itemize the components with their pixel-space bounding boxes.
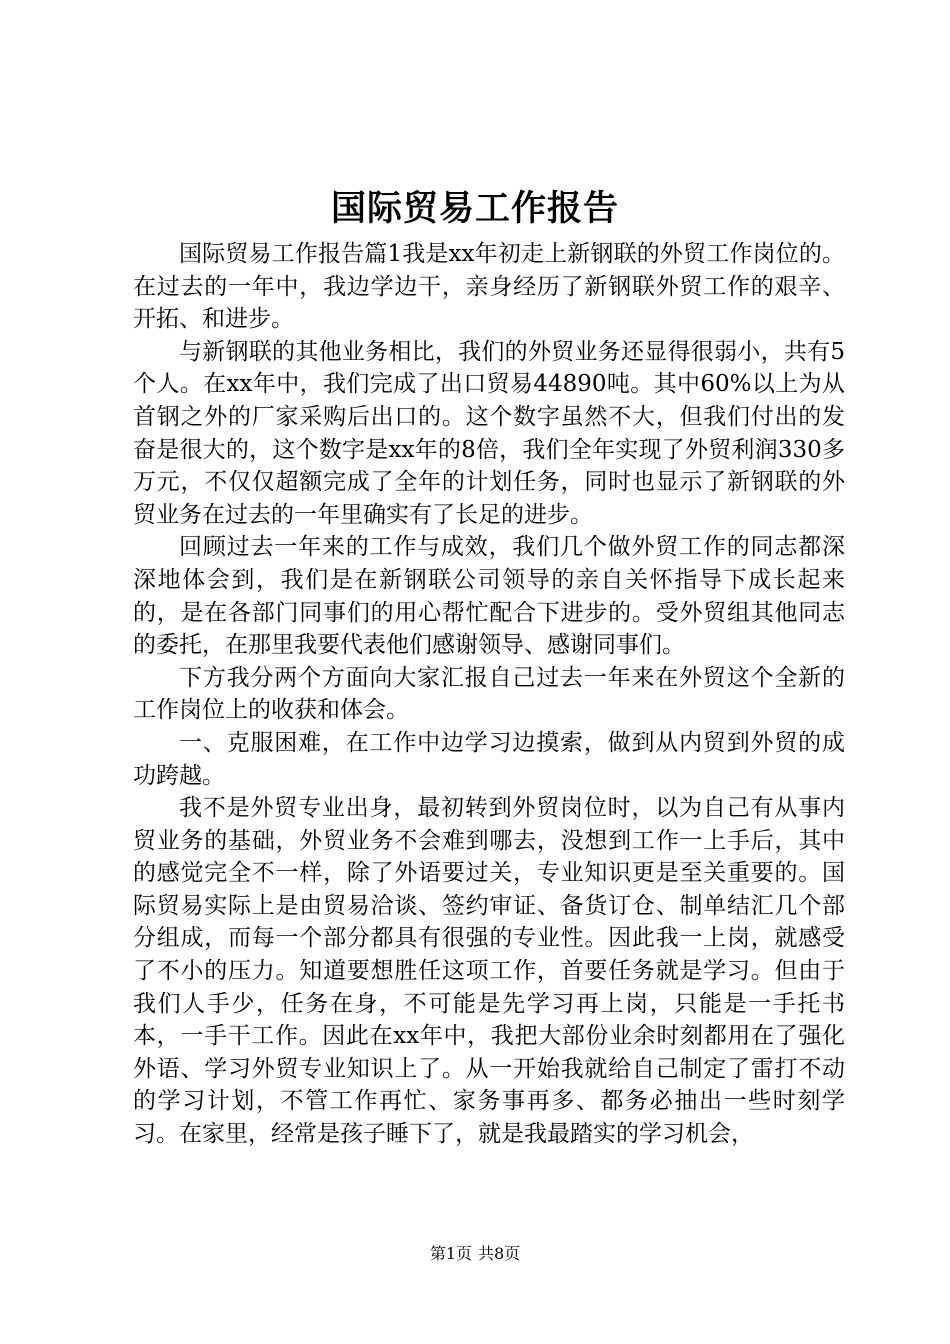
paragraph: 我不是外贸专业出身，最初转到外贸岗位时，以为自己有从事内贸业务的基础，外贸业务不会难到哪去，没想到工作一上手后，其中的感觉完全不一样，除了外语要过关，专业知识更是至关重要的。国际贸易实际上是由贸易洽谈、签约审证、备货订仓、制单结汇几个部分组成，而每一个部分都具有很强的专业性。因此我一上岗，就感受了不小的压力。知道要想胜任这项工作，首要任务就是学习。但由于我们人手少，任务在身，不可能是先学习再上岗，只能是一手托书本，一手干工作。因此在xx年中，我把大部份业余时刻都用在了强化外语、学习外贸专业知识上了。从一开始我就给自己制定了雷打不动的学习计划，不管工作再忙、家务事再多、都务必抽出一些时刻学习。在家里，经常是孩子睡下了，就是我最踏实的学习机会， (133, 795, 845, 1148)
paragraph: 一、克服困难，在工作中边学习边摸索，做到从内贸到外贸的成功跨越。 (133, 729, 845, 789)
paragraph: 下方我分两个方面向大家汇报自己过去一年来在外贸这个全新的工作岗位上的收获和体会。 (133, 664, 845, 724)
paragraph: 回顾过去一年来的工作与成效，我们几个做外贸工作的同志都深深地体会到，我们是在新钢联公司领导的亲自关怀指导下成长起来的，是在各部门同事们的用心帮忙配合下进步的。受外贸组其他同志的委托，在那里我要代表他们感谢领导、感谢同事们。 (133, 534, 845, 659)
page-number: 第1页 (429, 1244, 472, 1263)
document-body (133, 238, 845, 1151)
page-footer (0, 1243, 950, 1265)
document-title: 国际贸易工作报告 (330, 188, 619, 229)
page-total: 共8页 (478, 1244, 521, 1263)
paragraph: 国际贸易工作报告篇1我是xx年初走上新钢联的外贸工作岗位的。在过去的一年中，我边学边干，亲身经历了新钢联外贸工作的艰辛、开拓、和进步。 (133, 241, 845, 333)
paragraph: 与新钢联的其他业务相比，我们的外贸业务还显得很弱小，共有5个人。在xx年中，我们完成了出口贸易44890吨。其中60%以上为从首钢之外的厂家采购后出口的。这个数字虽然不大，但我们付出的发奋是很大的，这个数字是xx年的8倍，我们全年实现了外贸利润330多万元，不仅仅超额完成了全年的计划任务，同时也显示了新钢联的外贸业务在过去的一年里确实有了长足的进步。 (133, 338, 845, 528)
